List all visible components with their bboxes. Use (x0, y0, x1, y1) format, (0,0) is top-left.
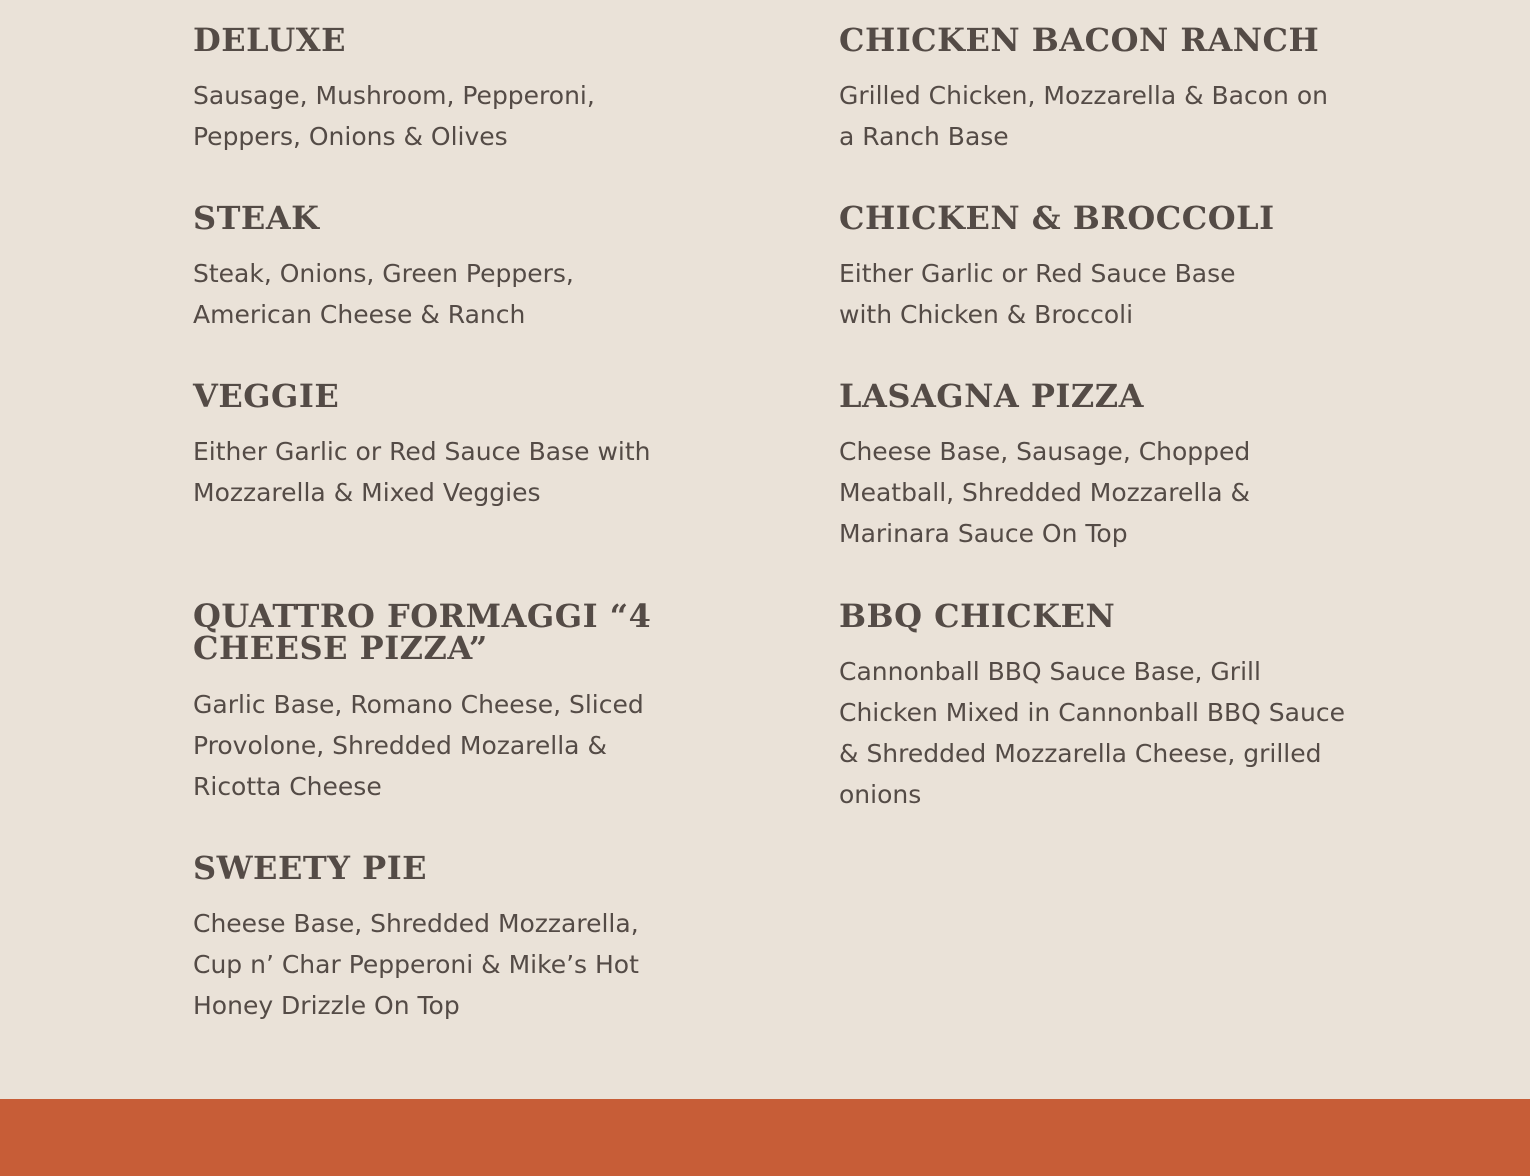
menu-item-description: Cheese Base, Shredded Mozzarella, Cup n’ Char Pepperoni & Mike’s Hot Honey Drizzle On Top (193, 909, 639, 1020)
menu-item-chicken-broccoli (839, 199, 1349, 335)
menu-item-title: CHICKEN BACON RANCH (839, 21, 1320, 59)
menu-item-description: Garlic Base, Romano Cheese, Sliced Provolone, Shredded Mozarella & Ricotta Cheese (193, 690, 644, 801)
menu-item-bbq-chicken (839, 597, 1349, 815)
menu-item-title: SWEETY PIE (193, 849, 428, 887)
menu-item-lasagna-pizza (839, 377, 1349, 554)
menu-item-sweety-pie (193, 849, 693, 1026)
menu-item-description: Cannonball BBQ Sauce Base, Grill Chicken Mixed in Cannonball BBQ Sauce & Shredded Mozzarella Cheese, grilled onions (839, 657, 1345, 809)
menu-item-title: STEAK (193, 199, 320, 237)
footer-band (0, 1099, 1530, 1176)
menu-item-quattro-formaggi (193, 597, 663, 807)
menu-item-description: Grilled Chicken, Mozzarella & Bacon on a Ranch Base (839, 81, 1328, 151)
menu-item-deluxe (193, 21, 693, 157)
menu-item-description: Sausage, Mushroom, Pepperoni, Peppers, Onions & Olives (193, 81, 595, 151)
menu-item-chicken-bacon-ranch (839, 21, 1349, 157)
menu-item-title: DELUXE (193, 21, 347, 59)
menu-item-title: QUATTRO FORMAGGI “4 CHEESE PIZZA” (193, 597, 652, 667)
menu-item-description: Cheese Base, Sausage, Chopped Meatball, Shredded Mozzarella & Marinara Sauce On Top (839, 437, 1251, 548)
menu-item-title: VEGGIE (193, 377, 340, 415)
menu-item-veggie (193, 377, 693, 513)
menu-item-title: BBQ CHICKEN (839, 597, 1116, 635)
menu-item-description: Either Garlic or Red Sauce Base with Mozzarella & Mixed Veggies (193, 437, 651, 507)
menu-item-description: Either Garlic or Red Sauce Base with Chicken & Broccoli (839, 259, 1236, 329)
menu-item-description: Steak, Onions, Green Peppers, American Cheese & Ranch (193, 259, 574, 329)
menu-item-steak (193, 199, 693, 335)
menu-item-title: CHICKEN & BROCCOLI (839, 199, 1275, 237)
menu-item-title: LASAGNA PIZZA (839, 377, 1144, 415)
